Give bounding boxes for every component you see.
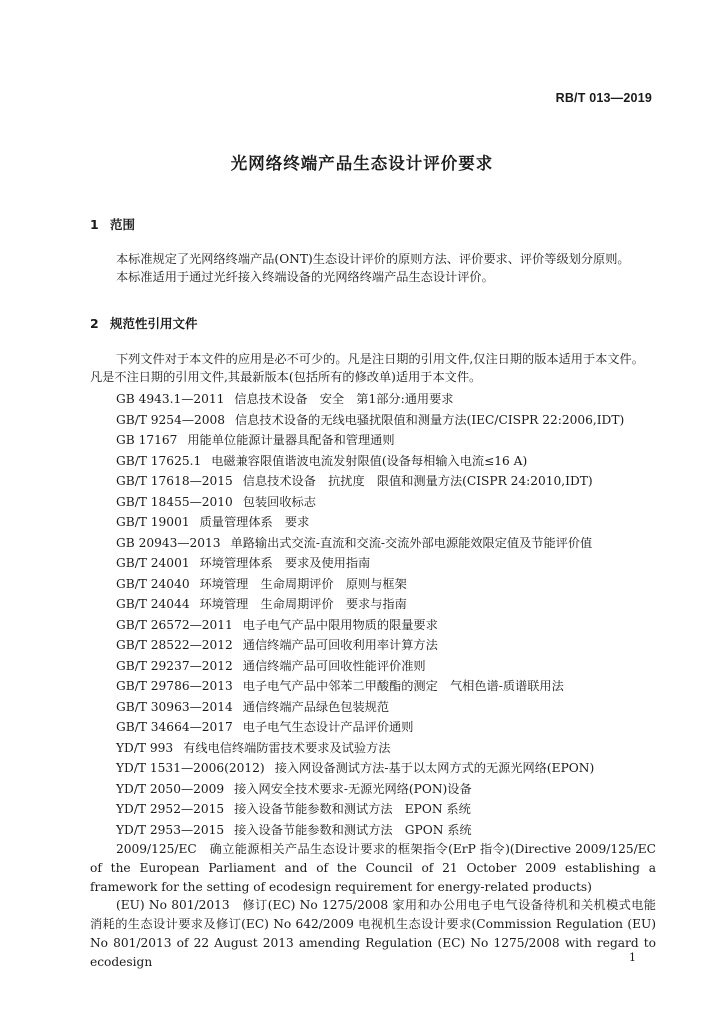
section-2-heading: [90, 314, 198, 332]
reference-item: [90, 799, 656, 820]
reference-title: 接入网设备测试方法-基于以太网方式的无源光网络(EPON): [274, 761, 595, 775]
reference-code: YD/T 2050—2009: [116, 781, 225, 796]
reference-title: 电子电气生态设计产品评价通则: [242, 720, 414, 734]
document-title: 光网络终端产品生态设计评价要求: [230, 154, 494, 173]
reference-title: 用能单位能源计量器具配备和管理通则: [187, 433, 395, 447]
reference-title: 电子电气产品中邻苯二甲酸酯的测定 气相色谱-质谱联用法: [242, 679, 564, 693]
reference-code: GB/T 28522—2012: [116, 638, 233, 652]
reference-item: [90, 820, 656, 841]
reference-title: 通信终端产品绿色包装规范: [242, 699, 390, 714]
reference-item: [90, 492, 656, 513]
reference-list: [90, 389, 656, 972]
paragraph: 下列文件对于本文件的应用是必不可少的。凡是注日期的引用文件,仅注日期的版本适用于本文件。凡是不注日期的引用文件,其最新版本(包括所有的修改单)适用于本文件。: [90, 352, 644, 385]
reference-item: [90, 451, 656, 472]
section-title: 规范性引用文件: [110, 316, 198, 331]
reference-item-long: (EU) No 801/2013 修订(EC) No 1275/2008 家用和办公用电子电气设备待机和关机模式电能消耗的生态设计要求及修订(EC) No 642/2009 电视机生态设计要求(Commission Regulation (EU) No 801/2013 of 22 August 2013 amending Regulation (EC) No 1275/2008 with regard to ecodesign: [90, 898, 656, 969]
reference-title: 接入设备节能参数和测试方法 GPON 系统: [234, 822, 472, 837]
reference-code: GB 20943—2013: [116, 535, 221, 550]
section-1-body: [90, 250, 656, 287]
reference-item: [90, 533, 656, 554]
section-title: 范围: [110, 217, 136, 232]
reference-code: GB/T 17625.1: [116, 453, 202, 468]
standard-code: RB/T 013—2019: [555, 91, 652, 105]
reference-code: GB/T 26572—2011: [116, 617, 233, 632]
reference-item: [90, 594, 656, 615]
reference-title: 环境管理体系 要求及使用指南: [199, 556, 371, 570]
paragraph: 本标准适用于通过光纤接入终端设备的光网络终端产品生态设计评价。: [116, 270, 494, 285]
reference-code: GB 17167: [116, 433, 178, 447]
reference-code: GB/T 29237—2012: [116, 658, 233, 673]
reference-title: 电子电气产品中限用物质的限量要求: [242, 617, 438, 632]
reference-item: [90, 410, 656, 431]
section-2-intro: [90, 350, 656, 387]
reference-code: YD/T 2952—2015: [116, 802, 225, 816]
reference-code: GB/T 18455—2010: [116, 494, 233, 509]
reference-item: [90, 389, 656, 410]
reference-title: 质量管理体系 要求: [199, 515, 310, 529]
reference-title: 通信终端产品可回收利用率计算方法: [242, 638, 438, 652]
reference-item: [90, 574, 656, 595]
reference-code: YD/T 2953—2015: [116, 822, 225, 837]
long-reference-block: [90, 840, 656, 972]
reference-item: [90, 779, 656, 800]
reference-item: [90, 553, 656, 574]
reference-code: GB 4943.1—2011: [116, 392, 225, 406]
reference-item: [90, 676, 656, 697]
reference-code: GB/T 24044: [116, 597, 190, 611]
section-1-heading: [90, 215, 135, 233]
reference-item: [90, 430, 656, 451]
reference-title: 信息技术设备 安全 第1部分:通用要求: [234, 392, 454, 406]
reference-item: [90, 717, 656, 738]
reference-title: 电磁兼容限值谐波电流发射限值(设备每相输入电流≤16 A): [211, 453, 528, 468]
reference-code: YD/T 993: [116, 740, 174, 755]
reference-item: [90, 635, 656, 656]
reference-code: GB/T 30963—2014: [116, 699, 233, 714]
reference-item: [90, 656, 656, 677]
reference-code: GB/T 9254—2008: [116, 412, 226, 427]
reference-item-long: 2009/125/EC 确立能源相关产品生态设计要求的框架指令(ErP 指令)(Directive 2009/125/EC of the European Parliament and of the Council of 21 October 2009 establishing a framework for the setting of ecodesign requirement for energy-related products): [90, 842, 656, 894]
reference-title: 单路输出式交流-直流和交流-交流外部电源能效限定值及节能评价值: [230, 535, 593, 550]
reference-code: GB/T 19001: [116, 515, 190, 529]
paragraph: 本标准规定了光网络终端产品(ONT)生态设计评价的原则方法、评价要求、评价等级划分原则。: [116, 252, 630, 266]
reference-item: [90, 758, 656, 779]
reference-code: GB/T 24001: [116, 556, 190, 570]
reference-title: 接入网安全技术要求-无源光网络(PON)设备: [234, 781, 472, 796]
reference-code: GB/T 17618—2015: [116, 474, 233, 488]
page-number: 1: [629, 951, 636, 964]
reference-title: 信息技术设备 抗扰度 限值和测量方法(CISPR 24:2010,IDT): [242, 474, 593, 488]
reference-code: GB/T 34664—2017: [116, 720, 233, 734]
reference-code: GB/T 29786—2013: [116, 679, 233, 693]
reference-code: YD/T 1531—2006(2012): [116, 761, 265, 775]
reference-title: 包装回收标志: [242, 494, 316, 509]
reference-item: [90, 471, 656, 492]
section-number: 1: [90, 217, 99, 232]
reference-item: [90, 697, 656, 718]
reference-item: [90, 512, 656, 533]
reference-code: GB/T 24040: [116, 576, 190, 591]
reference-title: 有线电信终端防雷技术要求及试验方法: [183, 740, 391, 755]
reference-title: 环境管理 生命周期评价 要求与指南: [199, 597, 407, 611]
reference-title: 接入设备节能参数和测试方法 EPON 系统: [234, 802, 471, 816]
reference-title: 通信终端产品可回收性能评价准则: [242, 658, 426, 673]
reference-item: [90, 615, 656, 636]
reference-title: 环境管理 生命周期评价 原则与框架: [199, 576, 407, 591]
reference-title: 信息技术设备的无线电骚扰限值和测量方法(IEC/CISPR 22:2006,IDT): [235, 412, 625, 427]
reference-item: [90, 738, 656, 759]
section-number: 2: [90, 316, 99, 331]
